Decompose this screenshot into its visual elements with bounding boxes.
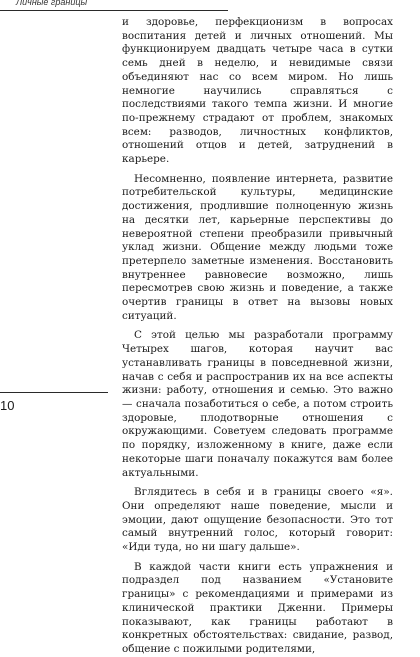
paragraph: Вглядитесь в себя и в границы своего «я». Они определяют наше поведение, мысли и эмоции, дают ощущение безопасности. Это тот самый внутренний голос, который говорит: «Иди туда, но ни шагу дальше». — [122, 486, 393, 554]
page-number: 10 — [0, 398, 15, 413]
paragraph: и здоровье, перфекционизм в вопросах воспитания детей и личных отношений. Мы функционируем двадцать четыре часа в сутки семь дней в неделю, и невидимые связи объединяют нас со всем миром. Но лишь немногие научились справляться с последствиями такого темпа жизни. И многие по-прежнему страдают от проблем, знакомых всем: разводов, личностных конфликтов, отношений отцов и детей, затруднений в карьере. — [122, 16, 393, 166]
running-header: Личные границы — [16, 0, 88, 7]
paragraph: С этой целью мы разработали программу Четырех шагов, которая научит вас устанавливать границы в повседневной жизни, начав с себя и распространив их на все аспекты жизни: работу, отношения и семью. Это важно — сначала позаботиться о себе, а потом строить здоровые, плодотворные отношения с окружающими. Советуем следовать программе по порядку, изложенному в книге, даже если некоторые шаги поначалу покажутся вам более актуальными. — [122, 329, 393, 479]
paragraph: В каждой части книги есть упражнения и подраздел под названием «Установите границы» с рекомендациями и примерами из клинической практики Дженни. Примеры показывают, как границы работают в конкретных обстоятельствах: свидание, развод, общение с пожилыми родителями, — [122, 560, 393, 655]
footer-rule — [0, 392, 108, 393]
header-rule — [0, 10, 228, 11]
body-text — [122, 16, 393, 657]
paragraph: Несомненно, появление интернета, развитие потребительской культуры, медицинские достижения, продлившие полноценную жизнь на десятки лет, карьерные перспективы до невероятной степени преобразили привычный уклад жизни. Общение между людьми тоже претерпело заметные изменения. Восстановить внутреннее равновесие возможно, лишь пересмотрев свою жизнь и поведение, а также очертив границы в ответ на вызовы новых ситуаций. — [122, 172, 393, 322]
